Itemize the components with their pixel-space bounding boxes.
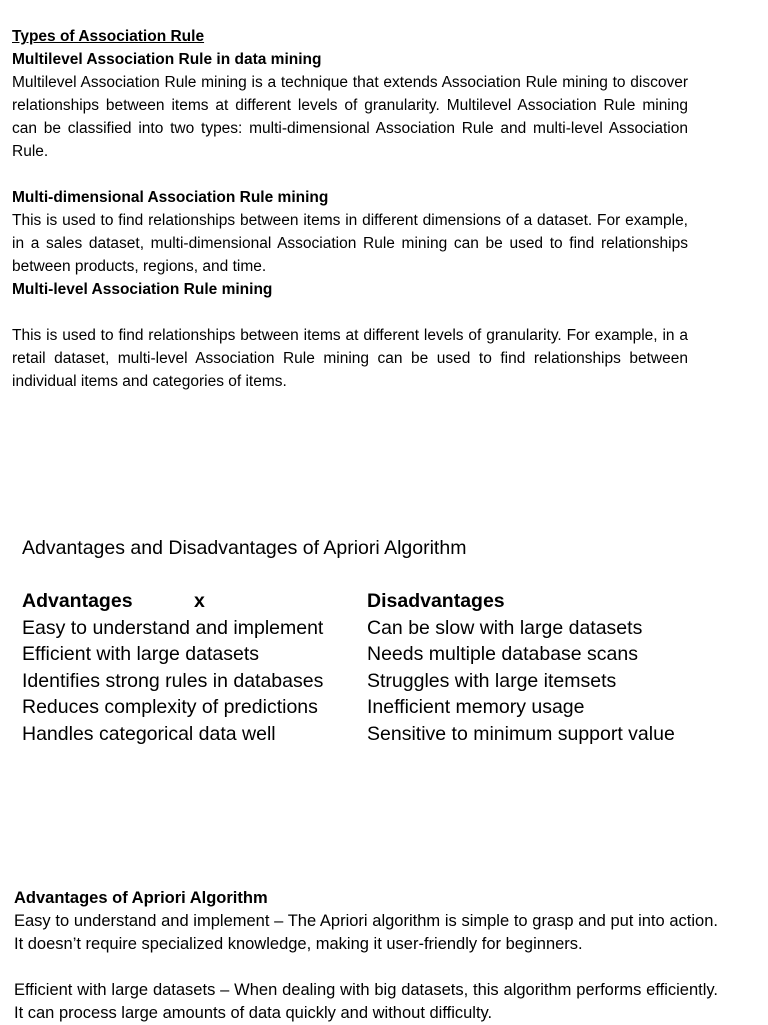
disadvantage-item: Sensitive to minimum support value — [367, 722, 675, 745]
comparison-title: Advantages and Disadvantages of Apriori Algorithm — [22, 537, 467, 559]
spacer — [12, 163, 688, 186]
x-mark: x — [194, 590, 205, 612]
spacer — [14, 956, 718, 979]
multi-level-heading: Multi-level Association Rule mining — [12, 281, 273, 298]
spacer — [12, 301, 688, 324]
disadvantages-header: Disadvantages — [367, 590, 505, 612]
multilevel-subheading: Multilevel Association Rule in data mining — [12, 51, 322, 68]
disadvantage-item: Can be slow with large datasets — [367, 616, 643, 639]
section-heading: Types of Association Rule — [12, 28, 205, 45]
disadvantage-item: Inefficient memory usage — [367, 696, 585, 719]
advantage-item: Handles categorical data well — [22, 722, 276, 745]
disadvantage-item: Struggles with large itemsets — [367, 669, 617, 692]
multi-level-paragraph: This is used to find relationships between items at different levels of granularity. For example, in a retail dataset, multi-level Association Rule mining can be used to find relationships between individual items and categories of items. — [12, 327, 688, 390]
advantages-header: Advantages — [22, 590, 133, 612]
advantages-column — [22, 588, 323, 748]
advantage-item: Easy to understand and implement — [22, 616, 324, 639]
easy-to-understand-paragraph: Easy to understand and implement – The Apriori algorithm is simple to grasp and put into action. It doesn’t require specialized knowledge, making it user-friendly for beginners. — [14, 912, 718, 953]
disadvantages-column — [367, 588, 675, 748]
disadvantage-item: Needs multiple database scans — [367, 643, 638, 666]
multidimensional-heading: Multi-dimensional Association Rule mining — [12, 189, 329, 206]
efficient-large-datasets-paragraph: Efficient with large datasets – When dealing with big datasets, this algorithm performs efficiently. It can process large amounts of data quickly and without difficulty. — [14, 981, 718, 1022]
advantage-item: Efficient with large datasets — [22, 643, 260, 666]
advantage-item: Reduces complexity of predictions — [22, 696, 318, 719]
multilevel-paragraph: Multilevel Association Rule mining is a technique that extends Association Rule mining to discover relationships between items at different levels of granularity. Multilevel Association Rule mining can be classified into two types: multi-dimensional Association Rule and multi-level Association Rule. — [12, 74, 688, 160]
association-rule-section — [12, 25, 688, 393]
apriori-advantages-heading: Advantages of Apriori Algorithm — [14, 889, 268, 907]
advantage-item: Identifies strong rules in databases — [22, 669, 324, 692]
multidimensional-paragraph: This is used to find relationships between items in different dimensions of a dataset. For example, in a sales dataset, multi-dimensional Association Rule mining can be used to find relationships between products, regions, and time. — [12, 212, 688, 275]
apriori-advantages-section — [14, 887, 718, 1025]
